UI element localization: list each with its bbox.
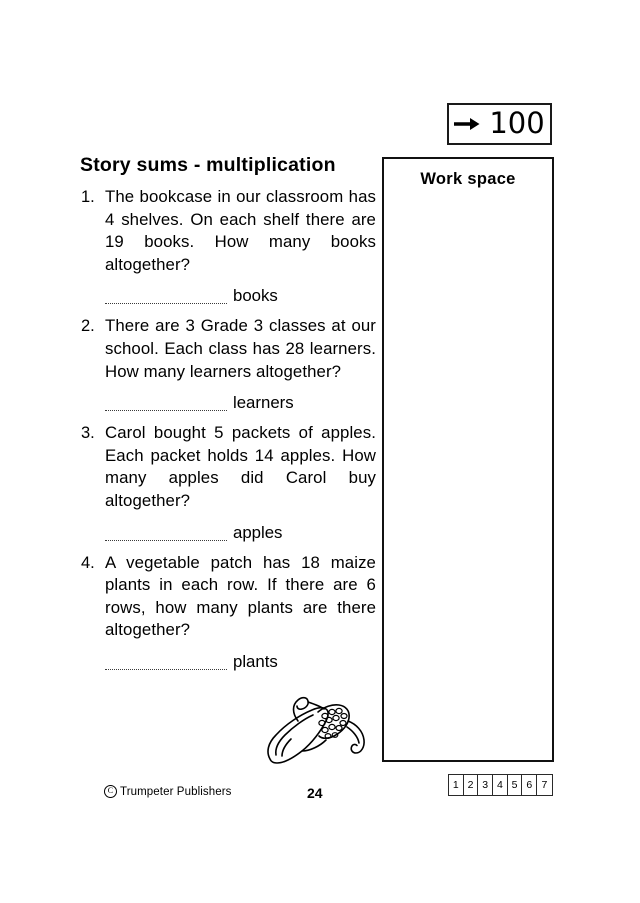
- score-total: 100: [489, 105, 545, 140]
- answer-blank[interactable]: [105, 399, 227, 411]
- copyright-icon: C: [104, 785, 117, 798]
- publisher-credit: [104, 785, 232, 798]
- answer-unit: plants: [233, 651, 278, 671]
- answer-line[interactable]: [105, 394, 376, 411]
- answer-unit: learners: [233, 393, 294, 413]
- page-number: 24: [307, 785, 323, 801]
- number-cell[interactable]: 2: [464, 775, 479, 795]
- questions-list: [80, 186, 376, 681]
- number-cell[interactable]: 1: [449, 775, 464, 795]
- maize-cob-illustration: [262, 693, 370, 771]
- answer-blank[interactable]: [105, 529, 227, 541]
- question-item: [80, 186, 376, 276]
- number-cell[interactable]: 3: [478, 775, 493, 795]
- number-cell[interactable]: 6: [522, 775, 537, 795]
- question-number: 1.: [81, 188, 95, 206]
- answer-line[interactable]: [105, 524, 376, 541]
- number-cell[interactable]: 5: [508, 775, 523, 795]
- question-number: 4.: [81, 553, 95, 572]
- number-cell[interactable]: 7: [541, 779, 548, 791]
- answer-blank[interactable]: [105, 658, 227, 670]
- answer-line[interactable]: [105, 287, 376, 304]
- question-item: [80, 422, 376, 512]
- work-space-label: Work space: [420, 170, 516, 188]
- work-space-box[interactable]: [382, 157, 554, 762]
- question-text: A vegetable patch has 18 maize plants in each row. If there are 6 rows, how many plants are there altogether?: [105, 552, 376, 640]
- question-item: [80, 552, 376, 642]
- answer-line[interactable]: [105, 653, 376, 670]
- question-number: 2.: [81, 317, 95, 336]
- question-text: There are 3 Grade 3 classes at our school. Each class has 28 learners. How many learners altogether?: [105, 316, 376, 381]
- answer-blank[interactable]: [105, 292, 227, 304]
- publisher-name: Trumpeter Publishers: [120, 785, 232, 798]
- right-arrow-icon: [454, 117, 480, 131]
- question-item: [80, 315, 376, 383]
- page-title: Story sums - multiplication: [80, 154, 336, 176]
- number-strip[interactable]: [448, 774, 553, 796]
- score-box: [447, 103, 552, 145]
- question-number: 3.: [81, 424, 95, 443]
- question-text: Carol bought 5 packets of apples. Each packet holds 14 apples. How many apples did Carol buy altogether?: [105, 423, 376, 510]
- answer-unit: books: [233, 286, 278, 306]
- question-text: The bookcase in our classroom has 4 shelves. On each shelf there are 19 books. How many books altogether?: [105, 187, 376, 274]
- number-cell[interactable]: 4: [493, 775, 508, 795]
- answer-unit: apples: [233, 522, 283, 542]
